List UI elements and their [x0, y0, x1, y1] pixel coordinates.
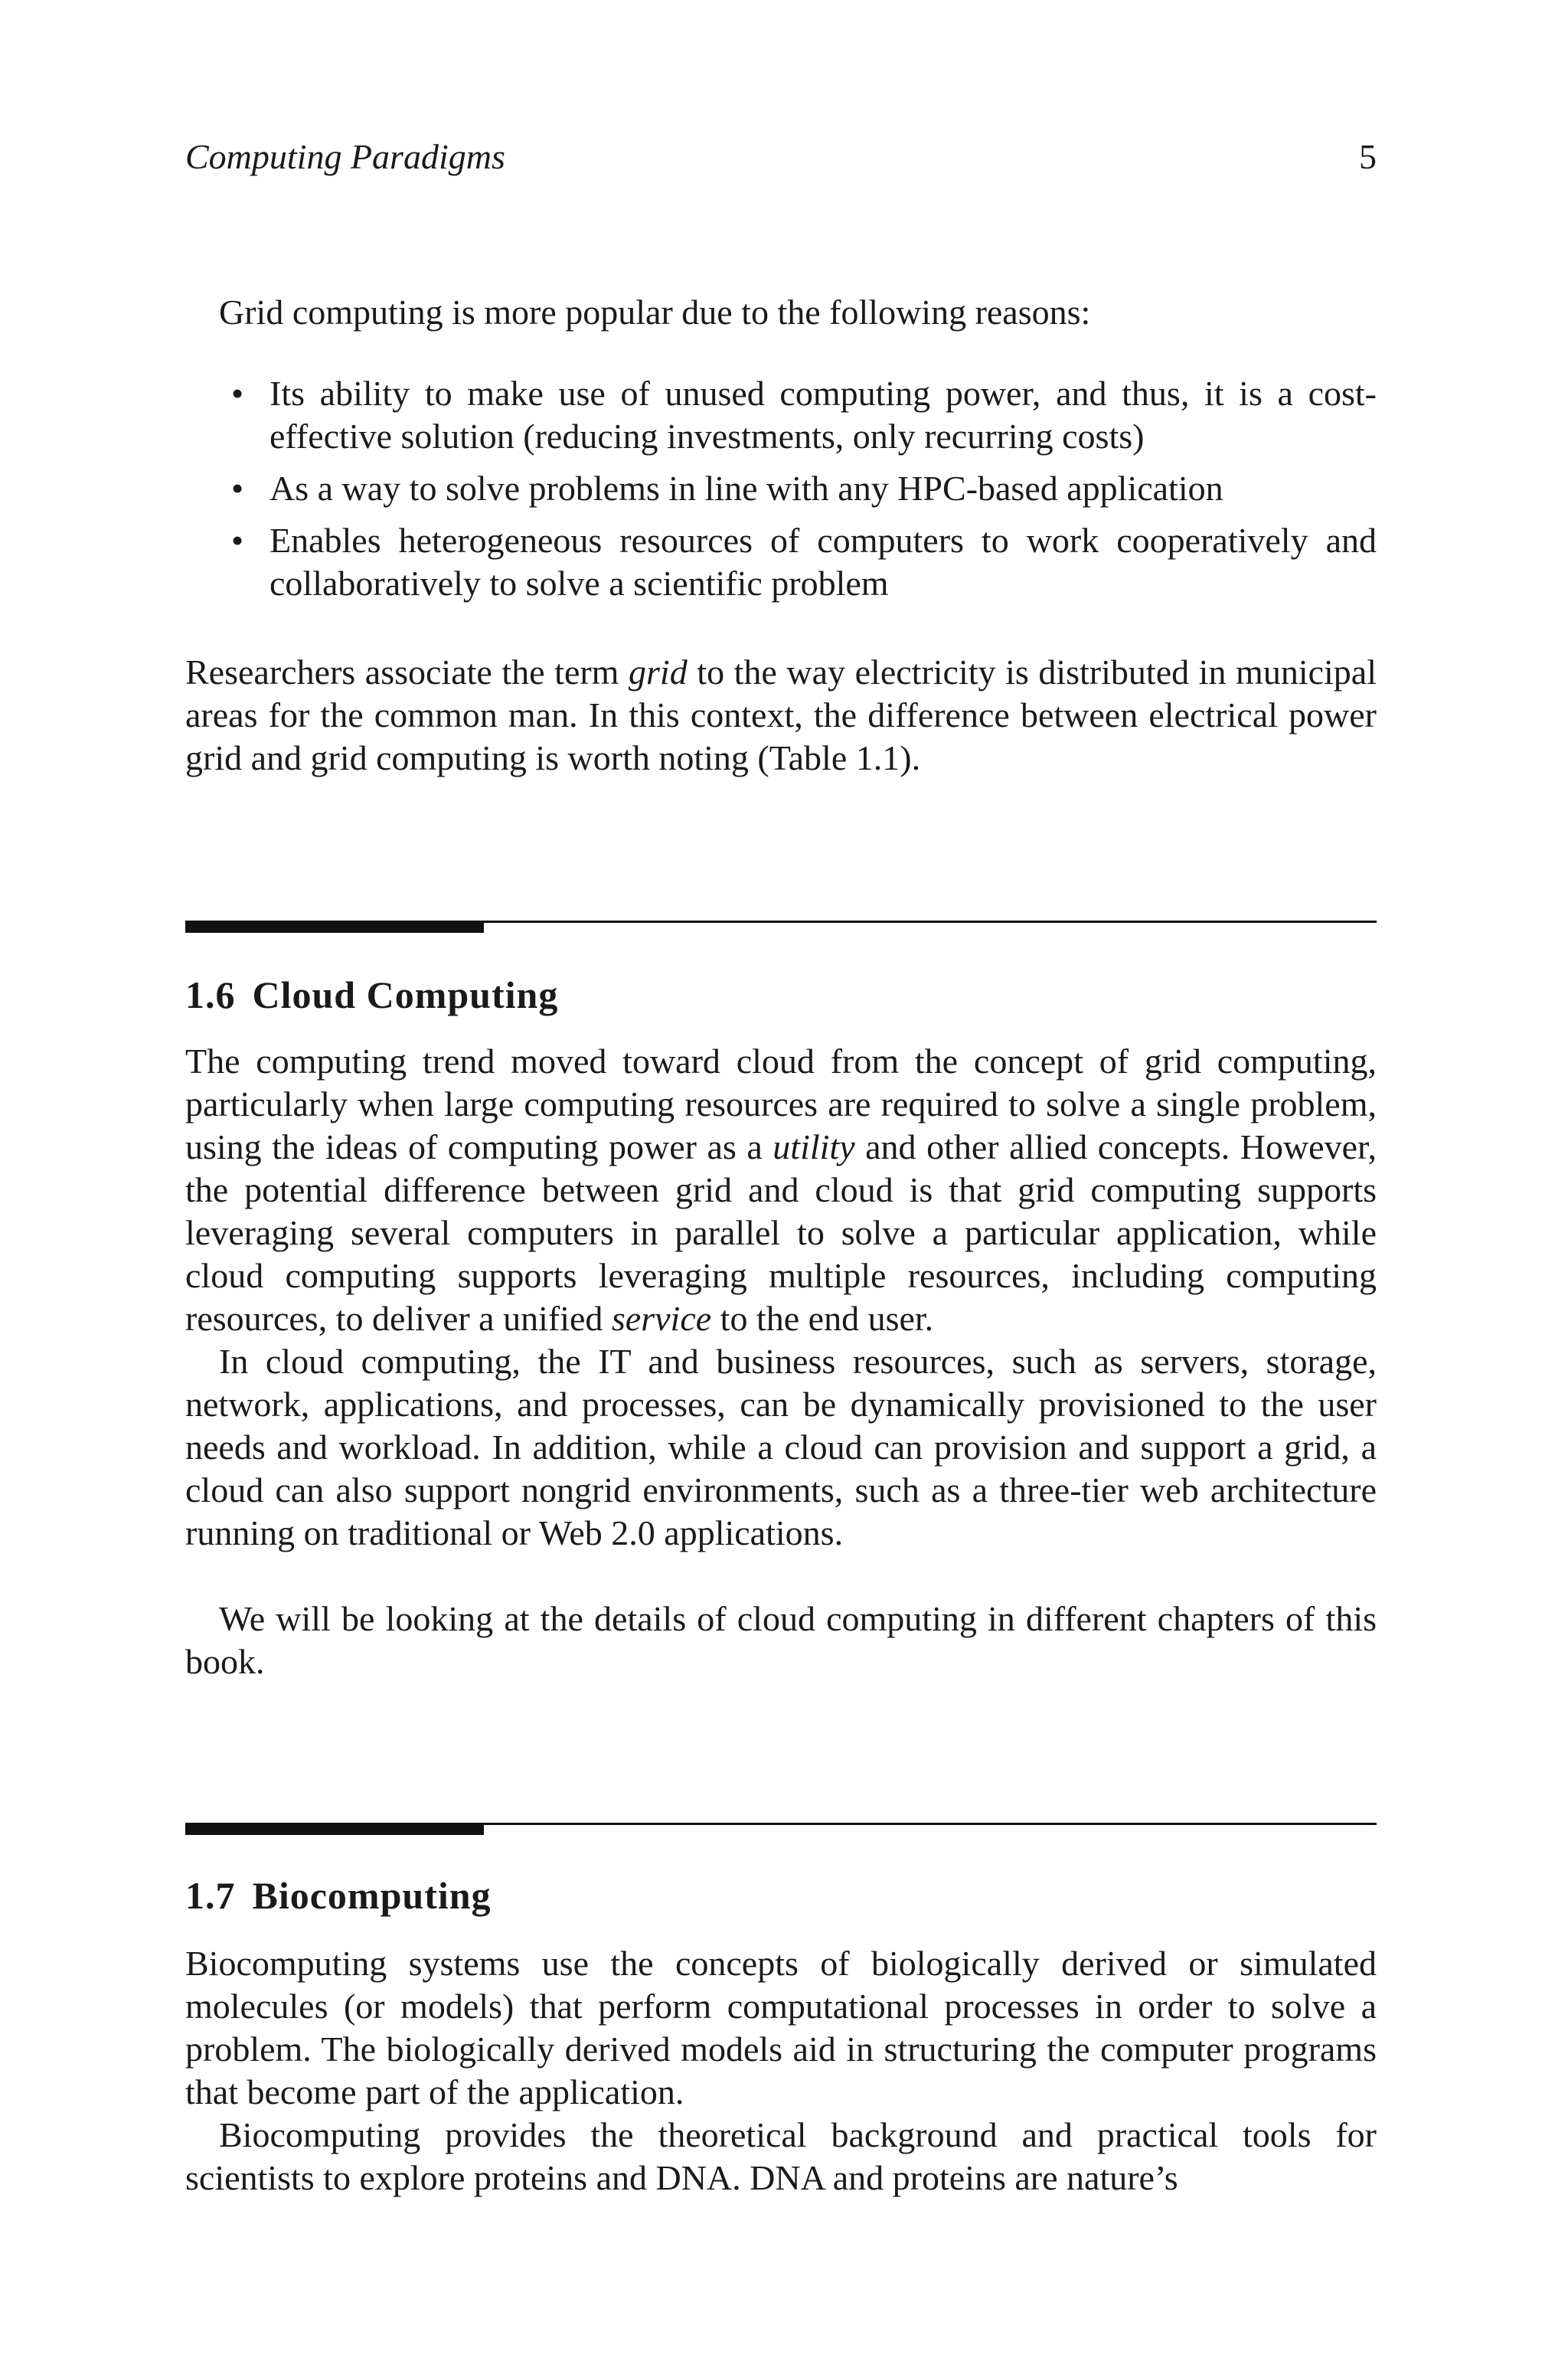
emphasis-term: grid: [629, 653, 688, 692]
paragraph-text: The computing trend moved toward cloud from the concept of grid computing, particularly when large computing resources are required to solve a single problem, using the ideas of computing power as a: [185, 1042, 1377, 1166]
grid-term-paragraph: [185, 651, 1377, 780]
bullet-icon: •: [231, 469, 244, 508]
paragraph-text: Researchers associate the term: [185, 653, 629, 692]
running-head: [185, 136, 1377, 182]
list-item: [185, 467, 1377, 510]
bio-paragraph-2: Biocomputing provides the theoretical background and practical tools for scientists to explore proteins and DNA. DNA and proteins are nature’s: [185, 2115, 1377, 2197]
list-item: [185, 372, 1377, 458]
list-item-text: Enables heterogeneous resources of computers to work cooperatively and collaboratively to solve a scientific problem: [270, 521, 1377, 603]
rule-thin-line: [484, 1823, 1377, 1825]
emphasis-term: utility: [773, 1127, 855, 1166]
intro-lead: Grid computing is more popular due to the following reasons:: [219, 293, 1091, 332]
section-rule: [185, 921, 1377, 933]
rule-thick-bar: [185, 1823, 484, 1835]
running-head-title: Computing Paradigms: [185, 137, 505, 176]
list-item-text: As a way to solve problems in line with any HPC-based application: [270, 469, 1223, 508]
section-number: 1.7: [185, 1874, 236, 1917]
reasons-list: [185, 372, 1377, 614]
section-heading-biocomputing: [185, 1873, 492, 1918]
paragraph-text: and other allied concepts. However, the potential difference between grid and cloud is that grid computing supports leveraging several computers in parallel to solve a particular application, while cloud computing supports leveraging multiple resources, including computing resources, to deliver a unified: [185, 1127, 1377, 1338]
bio-paragraph-1: Biocomputing systems use the concepts of biologically derived or simulated molecules (or models) that perform computational processes in order to solve a problem. The biologically derived models aid in structuring the computer programs that become part of the application.: [185, 1944, 1377, 2111]
list-item-text: Its ability to make use of unused computing power, and thus, it is a cost-effective solution (reducing investments, only recurring costs): [270, 374, 1377, 456]
list-item: [185, 519, 1377, 605]
section-heading-cloud-computing: [185, 973, 558, 1017]
section-number: 1.6: [185, 973, 236, 1016]
cloud-paragraph-1: [185, 1040, 1377, 1340]
section-rule: [185, 1823, 1377, 1835]
cloud-paragraph-3: We will be looking at the details of cloud computing in different chapters of this book.: [185, 1599, 1377, 1681]
page-number: 5: [1359, 137, 1377, 176]
paragraph-text: to the end user.: [711, 1299, 934, 1338]
emphasis-term: service: [611, 1299, 712, 1338]
rule-thick-bar: [185, 921, 484, 933]
paragraph-text: to the way electricity is distributed in municipal areas for the common man. In this context, the difference between electrical power grid and grid computing is worth noting (Table 1.1).: [185, 653, 1377, 777]
bullet-icon: •: [231, 521, 244, 560]
bullet-icon: •: [231, 374, 244, 413]
section-title: Biocomputing: [252, 1874, 492, 1917]
rule-thin-line: [484, 921, 1377, 923]
cloud-paragraph-2: In cloud computing, the IT and business resources, such as servers, storage, network, applications, and processes, can be dynamically provisioned to the user needs and workload. In addition, while a cloud can provision and support a grid, a cloud can also support nongrid environments, such as a three-tier web architecture running on traditional or Web 2.0 applications.: [185, 1342, 1377, 1552]
section-title: Cloud Computing: [252, 973, 559, 1016]
